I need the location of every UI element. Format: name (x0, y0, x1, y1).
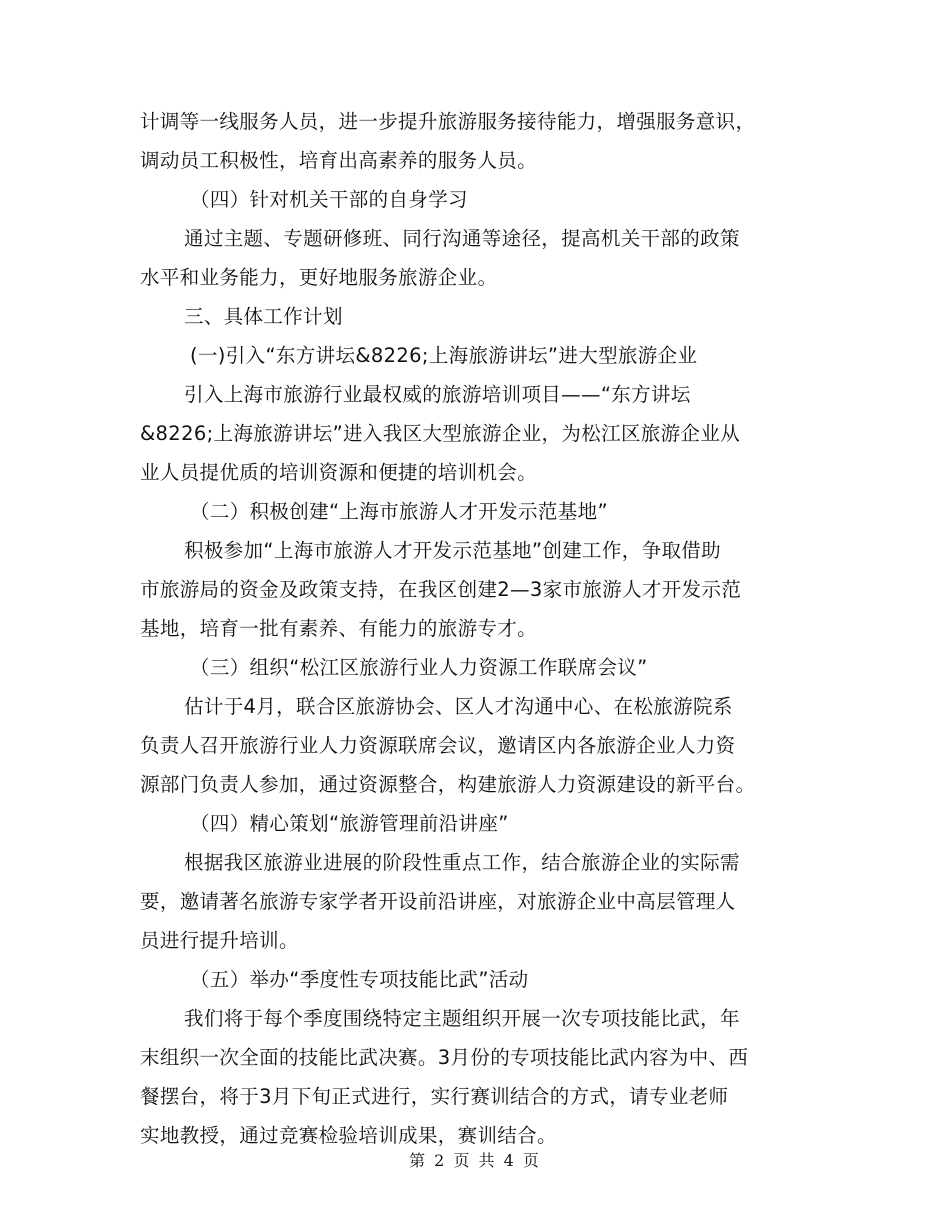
section-heading: (一)引入“东方讲坛&8226;上海旅游讲坛”进大型旅游企业 (190, 344, 698, 367)
body-line: 调动员工积极性，培育出高素养的服务人员。 (140, 149, 538, 172)
body-line: 根据我区旅游业进展的阶段性重点工作，结合旅游企业的实际需 (184, 851, 740, 874)
section-heading: （四）针对机关干部的自身学习 (190, 188, 468, 211)
body-line: 要，邀请著名旅游专家学者开设前沿讲座，对旅游企业中高层管理人 (140, 890, 736, 913)
body-line: 负责人召开旅游行业人力资源联席会议，邀请区内各旅游企业人力资 (140, 734, 736, 757)
section-heading: 三、具体工作计划 (184, 305, 343, 328)
section-heading: （二）积极创建“上海市旅游人才开发示范基地” (190, 500, 608, 523)
body-line: 计调等一线服务人员，进一步提升旅游服务接待能力，增强服务意识， (140, 110, 756, 133)
body-line: &8226;上海旅游讲坛”进入我区大型旅游企业，为松江区旅游企业从 (140, 422, 741, 445)
body-line: 引入上海市旅游行业最权威的旅游培训项目——“东方讲坛 (184, 383, 691, 406)
section-heading: （五）举办“季度性专项技能比武”活动 (190, 968, 529, 991)
body-line: 餐摆台，将于3月下旬正式进行，实行赛训结合的方式，请专业老师 (140, 1085, 729, 1108)
body-line: 员进行提升培训。 (140, 929, 299, 952)
document-body (140, 102, 812, 1155)
section-heading: （四）精心策划“旅游管理前沿讲座” (190, 812, 509, 835)
body-line: 业人员提优质的培训资源和便捷的培训机会。 (140, 461, 538, 484)
body-line: 末组织一次全面的技能比武决赛。3月份的专项技能比武内容为中、西 (140, 1046, 749, 1069)
body-line: 积极参加“上海市旅游人才开发示范基地”创建工作，争取借助 (184, 539, 722, 562)
body-line: 市旅游局的资金及政策支持，在我区创建2—3家市旅游人才开发示范 (140, 578, 742, 601)
body-line: 水平和业务能力，更好地服务旅游企业。 (140, 266, 498, 289)
section-heading: （三）组织“松江区旅游行业人力资源工作联席会议” (190, 656, 648, 679)
body-line: 实地教授，通过竞赛检验培训成果，赛训结合。 (140, 1124, 557, 1147)
body-line: 我们将于每个季度围绕特定主题组织开展一次专项技能比武，年 (184, 1007, 740, 1030)
page-number-footer: 第 2 页 共 4 页 (409, 1151, 541, 1170)
body-line: 通过主题、专题研修班、同行沟通等途径，提高机关干部的政策 (184, 227, 740, 250)
body-line: 基地，培育一批有素养、有能力的旅游专才。 (140, 617, 538, 640)
body-line: 源部门负责人参加，通过资源整合，构建旅游人力资源建设的新平台。 (140, 773, 756, 796)
body-line: 估计于4月，联合区旅游协会、区人才沟通中心、在松旅游院系 (184, 695, 733, 718)
